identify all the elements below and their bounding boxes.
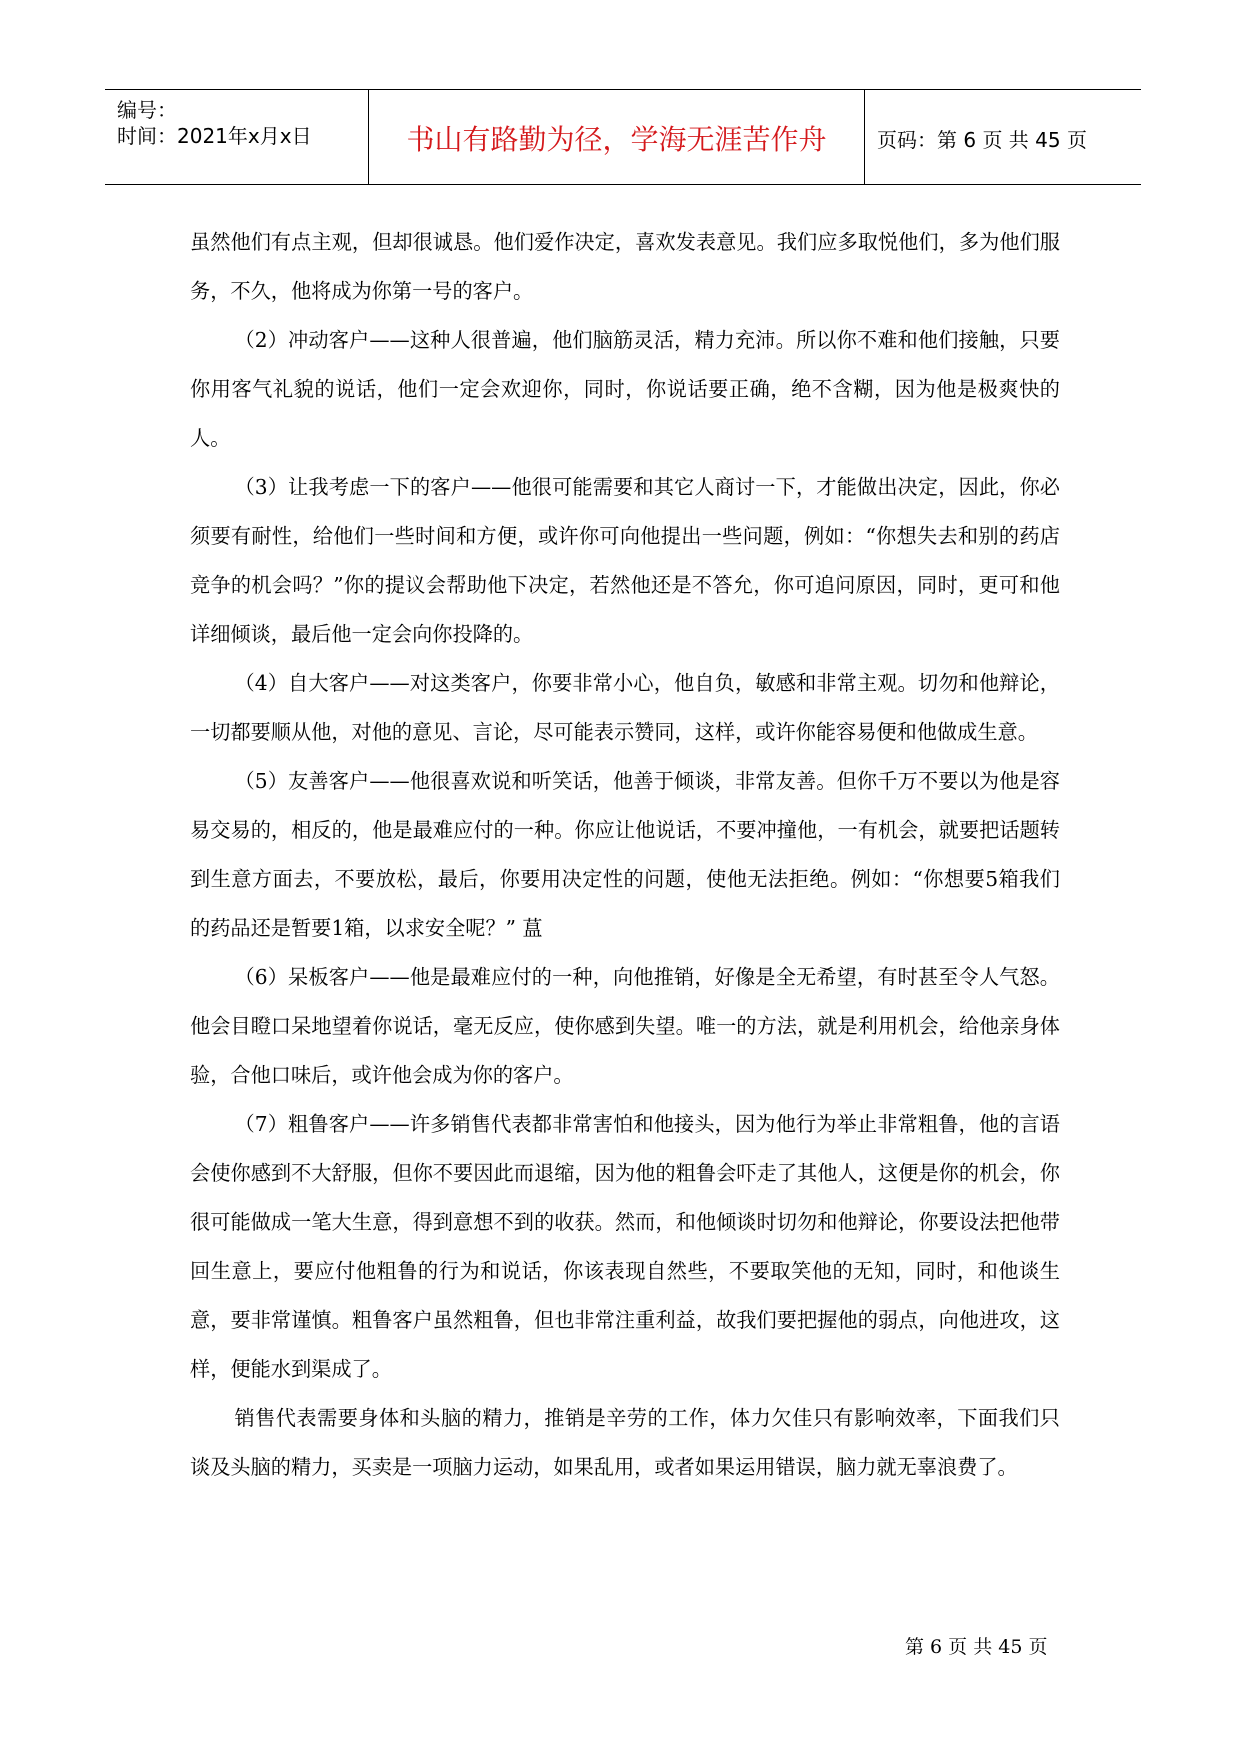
paragraph-friendly-customer: （5）友善客户——他很喜欢说和听笑话，他善于倾谈，非常友善。但你千万不要以为他是容易交易的，相反的，他是最难应付的一种。你应让他说话，不要冲撞他，一有机会，就要把话题转到生意方面去，不要放松，最后，你要用决定性的问题，使他无法拒绝。例如：“你想要5箱我们的药品还是暂要1箱，以求安全呢？” 蒀 [190,769,1060,940]
header-page-number: 页码：第 6 页 共 45 页 [877,128,1087,152]
header-meta-cell [105,90,369,184]
document-body [190,218,1060,1492]
page-footer-number: 第 6 页 共 45 页 [905,1636,1048,1658]
paragraph-continuation: 虽然他们有点主观，但却很诚恳。他们爱作决定，喜欢发表意见。我们应多取悦他们，多为他们服务，不久，他将成为你第一号的客户。 [190,230,1060,303]
header-page-cell [865,90,1141,184]
header-motto: 书山有路勤为径，学海无涯苦作舟 [406,123,827,156]
page-header [105,89,1141,185]
header-motto-cell [369,90,865,184]
paragraph-arrogant-customer: （4）自大客户——对这类客户，你要非常小心，他自负，敏感和非常主观。切勿和他辩论，一切都要顺从他，对他的意见、言论，尽可能表示赞同，这样，或许你能容易便和他做成生意。 [190,671,1060,744]
document-time-label: 时间：2021年x月x日 [117,124,312,148]
paragraph-impulsive-customer: （2）冲动客户——这种人很普遍，他们脑筋灵活，精力充沛。所以你不难和他们接触，只要你用客气礼貌的说话，他们一定会欢迎你，同时，你说话要正确，绝不含糊，因为他是极爽快的人。 [190,328,1060,450]
document-number-label: 编号： [117,98,177,122]
paragraph-rude-customer: （7）粗鲁客户——许多销售代表都非常害怕和他接头，因为他行为举止非常粗鲁，他的言语会使你感到不大舒服，但你不要因此而退缩，因为他的粗鲁会吓走了其他人，这便是你的机会，你很可能做成一笔大生意，得到意想不到的收获。然而，和他倾谈时切勿和他辩论，你要设法把他带回生意上，要应付他粗鲁的行为和说话，你该表现自然些，不要取笑他的无知，同时，和他谈生意，要非常谨慎。粗鲁客户虽然粗鲁，但也非常注重利益，故我们要把握他的弱点，向他进攻，这样，便能水到渠成了。 [190,1112,1060,1381]
paragraph-hesitant-customer: （3）让我考虑一下的客户——他很可能需要和其它人商讨一下，才能做出决定，因此，你必须要有耐性，给他们一些时间和方便，或许你可向他提出一些问题，例如：“你想失去和别的药店竞争的机会吗？”你的提议会帮助他下决定，若然他还是不答允，你可追问原因，同时，更可和他详细倾谈，最后他一定会向你投降的。 [190,475,1060,646]
paragraph-sales-energy: 销售代表需要身体和头脑的精力，推销是辛劳的工作，体力欠佳只有影响效率，下面我们只谈及头脑的精力，买卖是一项脑力运动，如果乱用，或者如果运用错误，脑力就无辜浪费了。 [190,1406,1060,1479]
paragraph-rigid-customer: （6）呆板客户——他是最难应付的一种，向他推销，好像是全无希望，有时甚至令人气怒。他会目瞪口呆地望着你说话，毫无反应，使你感到失望。唯一的方法，就是利用机会，给他亲身体验，合他口味后，或许他会成为你的客户。 [190,965,1060,1087]
